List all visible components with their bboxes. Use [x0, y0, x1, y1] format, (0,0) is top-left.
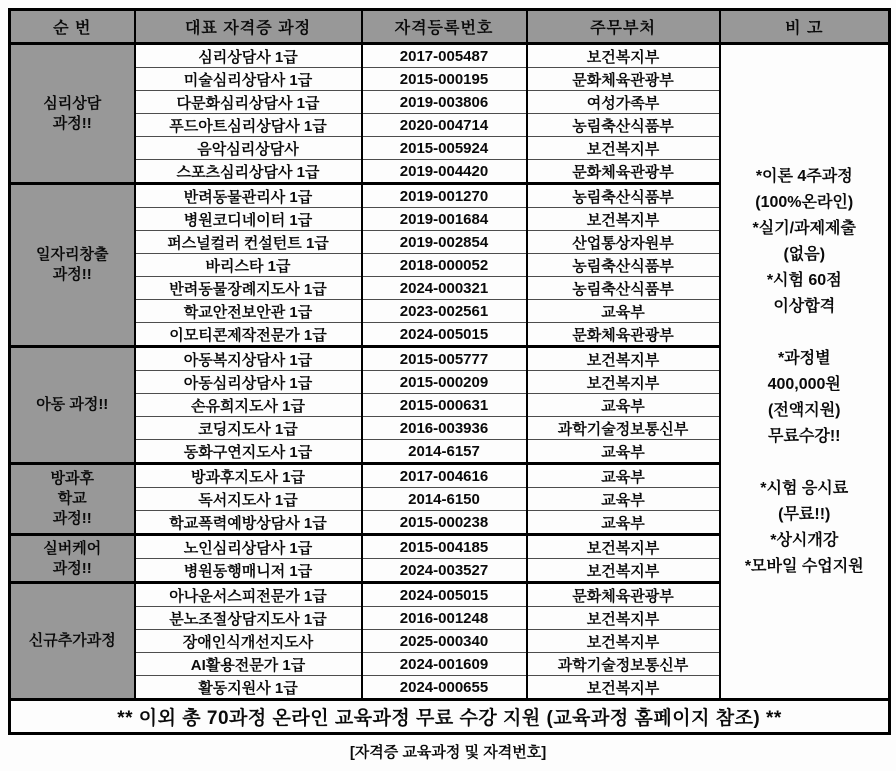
group-label-line: 과정!! — [52, 559, 92, 577]
ministry-cell: 여성가족부 — [527, 91, 720, 114]
remark-line: *과정별 — [777, 349, 831, 367]
course-cell: 손유희지도사 1급 — [135, 394, 362, 417]
remark-line: 무료수강!! — [768, 427, 841, 445]
remark-spacer — [721, 450, 889, 476]
reg-number-cell: 2024-000321 — [362, 277, 527, 300]
remark-line: *이론 4주과정 — [755, 167, 853, 185]
ministry-cell: 교육부 — [527, 464, 720, 488]
remark-line: (없음) — [783, 245, 826, 263]
course-cell: 독서지도사 1급 — [135, 488, 362, 511]
ministry-cell: 농림축산식품부 — [527, 254, 720, 277]
course-cell: 노인심리상담사 1급 — [135, 535, 362, 559]
ministry-cell: 보건복지부 — [527, 137, 720, 160]
course-cell: 푸드아트심리상담사 1급 — [135, 114, 362, 137]
reg-number-cell: 2017-004616 — [362, 464, 527, 488]
ministry-cell: 보건복지부 — [527, 676, 720, 700]
course-cell: 반려동물관리사 1급 — [135, 184, 362, 208]
remark-line: (무료!!) — [778, 505, 831, 523]
group-label-line: 일자리창출 — [36, 246, 109, 263]
course-cell: 미술심리상담사 1급 — [135, 68, 362, 91]
group-label-line: 과정!! — [52, 114, 92, 132]
reg-number-cell: 2019-001270 — [362, 184, 527, 208]
reg-number-cell: 2024-001609 — [362, 653, 527, 676]
group-label-line: 신규추가과정 — [28, 632, 116, 649]
table-header — [10, 10, 890, 44]
group-label-cell — [10, 44, 135, 184]
ministry-cell: 과학기술정보통신부 — [527, 417, 720, 440]
reg-number-cell: 2018-000052 — [362, 254, 527, 277]
ministry-cell: 보건복지부 — [527, 371, 720, 394]
reg-number-cell: 2014-6157 — [362, 440, 527, 464]
reg-number-cell: 2014-6150 — [362, 488, 527, 511]
reg-number-cell: 2015-005777 — [362, 347, 527, 371]
remark-line: (100%온라인) — [755, 193, 854, 211]
remark-line: 400,000원 — [767, 375, 841, 393]
ministry-cell: 문화체육관광부 — [527, 583, 720, 607]
group-label-line: 방과후 — [50, 470, 94, 487]
remark-line: *시험 60점 — [766, 271, 842, 289]
remark-line: (전액지원) — [768, 401, 841, 419]
ministry-cell: 과학기술정보통신부 — [527, 653, 720, 676]
group-label-line: 심리상담 — [43, 94, 102, 112]
remark-line: *모바일 수업지원 — [744, 557, 864, 575]
ministry-cell: 농림축산식품부 — [527, 184, 720, 208]
course-cell: 아동복지상담사 1급 — [135, 347, 362, 371]
reg-number-cell: 2016-001248 — [362, 607, 527, 630]
ministry-cell: 보건복지부 — [527, 208, 720, 231]
course-cell: 방과후지도사 1급 — [135, 464, 362, 488]
ministry-cell: 문화체육관광부 — [527, 160, 720, 184]
footer-note: ** 이외 총 70과정 온라인 교육과정 무료 수강 지원 (교육과정 홈페이지 참조) ** — [10, 700, 890, 734]
course-cell: 퍼스널컬러 컨설턴트 1급 — [135, 231, 362, 254]
remark-line: *상시개강 — [770, 531, 839, 549]
ministry-cell: 보건복지부 — [527, 535, 720, 559]
ministry-cell: 보건복지부 — [527, 44, 720, 68]
course-cell: 활동지원사 1급 — [135, 676, 362, 700]
reg-number-cell: 2015-000238 — [362, 511, 527, 535]
course-cell: 학교안전보안관 1급 — [135, 300, 362, 323]
remark-line: 이상합격 — [773, 297, 836, 315]
reg-number-cell: 2024-005015 — [362, 323, 527, 347]
reg-number-cell: 2017-005487 — [362, 44, 527, 68]
remark-line: *시험 응시료 — [760, 479, 849, 497]
remark-spacer — [721, 320, 889, 346]
group-label-line: 학교 — [57, 490, 87, 507]
reg-number-cell: 2019-001684 — [362, 208, 527, 231]
remarks-cell — [720, 44, 890, 700]
group-label-cell — [10, 347, 135, 464]
group-label-cell — [10, 583, 135, 700]
course-cell: 코딩지도사 1급 — [135, 417, 362, 440]
ministry-cell: 교육부 — [527, 511, 720, 535]
ministry-cell: 문화체육관광부 — [527, 68, 720, 91]
table-caption: [자격증 교육과정 및 자격번호] — [349, 744, 547, 761]
course-cell: 분노조절상담지도사 1급 — [135, 607, 362, 630]
table-body — [10, 44, 890, 700]
reg-number-cell: 2024-003527 — [362, 559, 527, 583]
group-label-line: 아동 과정!! — [36, 396, 109, 413]
reg-number-cell: 2015-000195 — [362, 68, 527, 91]
reg-number-cell: 2020-004714 — [362, 114, 527, 137]
table-row — [10, 44, 890, 68]
certification-course-table — [8, 8, 891, 735]
reg-number-cell: 2019-003806 — [362, 91, 527, 114]
reg-number-cell: 2015-005924 — [362, 137, 527, 160]
group-label-cell — [10, 464, 135, 535]
group-label-cell — [10, 535, 135, 583]
column-header-course: 대표 자격증 과정 — [135, 10, 362, 44]
ministry-cell: 농림축산식품부 — [527, 277, 720, 300]
ministry-cell: 교육부 — [527, 440, 720, 464]
course-cell: 학교폭력예방상담사 1급 — [135, 511, 362, 535]
reg-number-cell: 2025-000340 — [362, 630, 527, 653]
course-cell: 바리스타 1급 — [135, 254, 362, 277]
reg-number-cell: 2024-000655 — [362, 676, 527, 700]
reg-number-cell: 2015-000631 — [362, 394, 527, 417]
ministry-cell: 교육부 — [527, 488, 720, 511]
course-cell: 스포츠심리상담사 1급 — [135, 160, 362, 184]
reg-number-cell: 2015-004185 — [362, 535, 527, 559]
column-header-order-no: 순 번 — [10, 10, 135, 44]
reg-number-cell: 2023-002561 — [362, 300, 527, 323]
ministry-cell: 보건복지부 — [527, 559, 720, 583]
ministry-cell: 교육부 — [527, 394, 720, 417]
group-label-line: 과정!! — [52, 510, 92, 527]
reg-number-cell: 2019-002854 — [362, 231, 527, 254]
course-cell: 장애인식개선지도사 — [135, 630, 362, 653]
course-cell: 병원코디네이터 1급 — [135, 208, 362, 231]
course-cell: 아나운서스피전문가 1급 — [135, 583, 362, 607]
course-cell: 음악심리상담사 — [135, 137, 362, 160]
remark-line: *실기/과제제출 — [752, 219, 856, 237]
reg-number-cell: 2024-005015 — [362, 583, 527, 607]
column-header-ministry: 주무부처 — [527, 10, 720, 44]
course-cell: 다문화심리상담사 1급 — [135, 91, 362, 114]
course-cell: AI활용전문가 1급 — [135, 653, 362, 676]
ministry-cell: 보건복지부 — [527, 630, 720, 653]
ministry-cell: 보건복지부 — [527, 347, 720, 371]
ministry-cell: 문화체육관광부 — [527, 323, 720, 347]
header-row — [10, 10, 890, 44]
ministry-cell: 농림축산식품부 — [527, 114, 720, 137]
group-label-line: 실버케어 — [43, 539, 102, 557]
column-header-remarks: 비 고 — [720, 10, 890, 44]
table-footer — [10, 700, 890, 734]
footer-row — [10, 700, 890, 734]
course-cell: 반려동물장례지도사 1급 — [135, 277, 362, 300]
course-cell: 동화구연지도사 1급 — [135, 440, 362, 464]
reg-number-cell: 2015-000209 — [362, 371, 527, 394]
course-cell: 이모티콘제작전문가 1급 — [135, 323, 362, 347]
course-cell: 심리상담사 1급 — [135, 44, 362, 68]
group-label-cell — [10, 184, 135, 347]
ministry-cell: 산업통상자원부 — [527, 231, 720, 254]
course-cell: 병원동행매니저 1급 — [135, 559, 362, 583]
ministry-cell: 보건복지부 — [527, 607, 720, 630]
column-header-reg-number: 자격등록번호 — [362, 10, 527, 44]
reg-number-cell: 2016-003936 — [362, 417, 527, 440]
ministry-cell: 교육부 — [527, 300, 720, 323]
reg-number-cell: 2019-004420 — [362, 160, 527, 184]
course-cell: 아동심리상담사 1급 — [135, 371, 362, 394]
group-label-line: 과정!! — [52, 266, 92, 283]
